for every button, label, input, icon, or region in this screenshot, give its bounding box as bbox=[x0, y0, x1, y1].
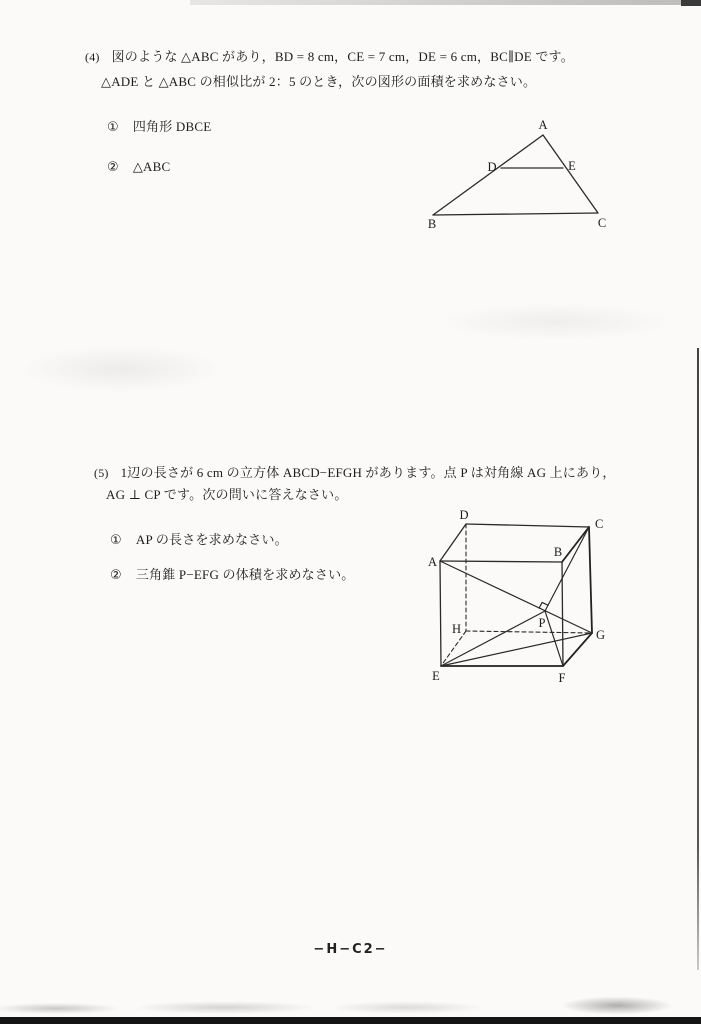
cube-label-d: D bbox=[459, 508, 469, 522]
problem5-statement-text2: AG ⊥ CP です。次の問いに答えなさい。 bbox=[106, 487, 348, 502]
triangle-label-b: B bbox=[427, 217, 437, 231]
problem4-item-2 bbox=[107, 159, 170, 175]
cube-label-f: F bbox=[558, 671, 566, 685]
cube-label-g: G bbox=[596, 628, 606, 642]
scan-artifact-bottom-edge bbox=[0, 1017, 701, 1024]
problem5-number: (5) bbox=[94, 466, 109, 480]
problem5-item-2 bbox=[110, 564, 354, 583]
cube-segment-eg bbox=[441, 633, 592, 666]
problem4-item-1-text: 四角形 DBCE bbox=[132, 119, 212, 134]
problem5-statement-text1: 1辺の長さが 6 cm の立方体 ABCD−EFGH があります。点 P は対角線 AG 上にあり， bbox=[120, 465, 616, 480]
triangle-side-ab bbox=[433, 135, 543, 215]
problem5-statement-line1 bbox=[94, 465, 616, 481]
cube-segment-fp bbox=[545, 611, 563, 666]
scan-artifact-right-edge bbox=[697, 348, 699, 970]
problem4-statement-text1: 図のような △ABC があり，BD = 8 cm，CE = 7 cm，DE = 6 cm，BC∥DE です。 bbox=[111, 49, 574, 64]
problem4-item-2-text: △ABC bbox=[132, 159, 171, 174]
problem5-item-2-text: 三角錐 P−EFG の体積を求めなさい。 bbox=[135, 567, 355, 582]
problem5-statement-line2 bbox=[106, 487, 348, 503]
circled-2-icon: ② bbox=[110, 568, 122, 583]
triangle-label-c: C bbox=[597, 216, 607, 230]
cube-label-p: P bbox=[538, 616, 546, 630]
cube-figure bbox=[425, 503, 615, 688]
cube-edge-dc bbox=[466, 524, 589, 527]
scan-artifact-bottom-smudge bbox=[0, 997, 701, 1016]
cube-label-b: B bbox=[553, 545, 563, 559]
problem4-statement-text2: △ADE と △ABC の相似比が 2：5 のとき，次の図形の面積を求めなさい。 bbox=[101, 74, 537, 89]
problem5-item-1 bbox=[110, 529, 288, 548]
circled-1-icon: ① bbox=[107, 120, 119, 135]
problem4-statement-line2 bbox=[101, 74, 536, 90]
triangle-side-ac bbox=[543, 135, 598, 213]
triangle-side-bc bbox=[433, 213, 598, 215]
triangle-label-a: A bbox=[538, 118, 548, 132]
cube-edge-ad bbox=[440, 524, 466, 561]
problem5-item-1-text: AP の長さを求めなさい。 bbox=[135, 532, 288, 547]
cube-segment-ep bbox=[441, 611, 545, 666]
triangle-label-e: E bbox=[568, 159, 576, 173]
cube-edge-ae bbox=[440, 561, 441, 666]
problem4-statement-line1 bbox=[85, 49, 574, 65]
scan-artifact-smudge-left bbox=[0, 338, 270, 400]
cube-label-c: C bbox=[595, 517, 604, 531]
cube-edge-cg bbox=[589, 527, 592, 633]
triangle-figure bbox=[420, 112, 615, 237]
cube-edge-hg bbox=[466, 631, 592, 633]
cube-label-e: E bbox=[432, 669, 440, 683]
cube-label-h: H bbox=[451, 622, 461, 636]
cube-edge-bc bbox=[562, 527, 589, 562]
cube-edge-ab bbox=[440, 561, 562, 562]
page-footer-label: −H−C2− bbox=[313, 942, 388, 957]
cube-label-a: A bbox=[427, 555, 437, 569]
scan-artifact-top-corner bbox=[681, 0, 701, 6]
problem4-number: (4) bbox=[85, 50, 100, 64]
triangle-label-d: D bbox=[487, 160, 497, 174]
cube-diagonal-ag bbox=[440, 561, 592, 633]
circled-2-icon: ② bbox=[107, 160, 119, 175]
problem4-item-1 bbox=[107, 116, 211, 135]
cube-segment-cp bbox=[545, 527, 589, 611]
circled-1-icon: ① bbox=[110, 533, 122, 548]
scan-artifact-smudge-right bbox=[380, 298, 700, 346]
scan-artifact-top-band bbox=[190, 0, 701, 5]
